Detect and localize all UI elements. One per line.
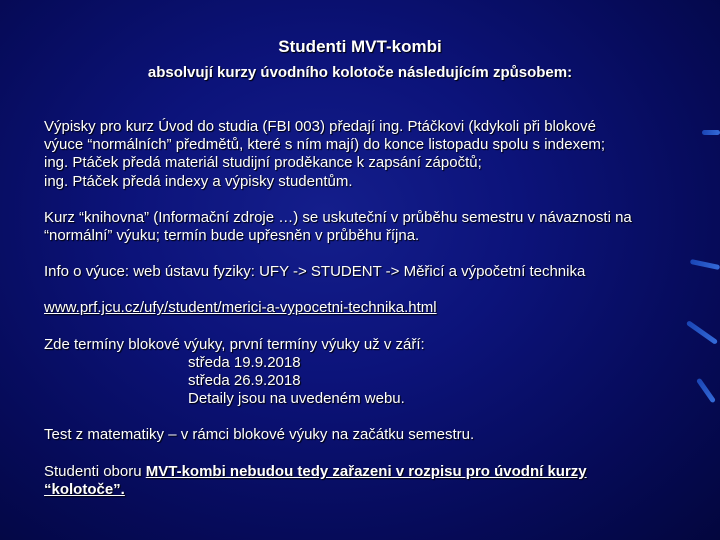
text-line: Zde termíny blokové výuky, první termíny výuky už v září: xyxy=(44,335,425,353)
paragraph-excerpts xyxy=(44,118,684,191)
paragraph-conclusion xyxy=(44,463,684,499)
emphasized-text: “kolotoče”. xyxy=(44,480,125,498)
text-line: výuce “normálních” předmětů, které s ním mají) do konce listopadu spolu s indexem; xyxy=(44,136,606,154)
slide-body xyxy=(44,118,684,517)
text-line: Info o výuce: web ústavu fyziky: UFY -> STUDENT -> Měřicí a výpočetní technika xyxy=(44,263,586,281)
paragraph-info xyxy=(44,263,684,281)
paragraph-link xyxy=(44,299,684,317)
schedule-date: středa 26.9.2018 xyxy=(188,372,301,390)
schedule-date: středa 19.9.2018 xyxy=(188,353,301,371)
web-link[interactable]: www.prf.jcu.cz/ufy/student/merici-a-vypocetni-technika.html xyxy=(44,299,437,317)
text-line: Výpisky pro kurz Úvod do studia (FBI 003) předají ing. Ptáčkovi (kdykoli při blokové xyxy=(44,118,596,135)
paragraph-library-course xyxy=(44,209,684,245)
slide-subtitle: absolvují kurzy úvodního kolotoče následujícím způsobem: xyxy=(147,64,573,81)
text-line: ing. Ptáček předá materiál studijní proděkance k zapsání zápočtů; xyxy=(44,154,482,172)
decorative-stripe xyxy=(702,130,720,135)
paragraph-schedule xyxy=(44,336,684,409)
decorative-stripe xyxy=(696,378,716,404)
text-fragment: Studenti oboru xyxy=(44,462,146,480)
decorative-stripe xyxy=(686,320,718,345)
text-line xyxy=(44,481,684,499)
text-line: “normální” výuku; termín bude upřesněn v průběhu října. xyxy=(44,227,420,245)
text-line xyxy=(44,463,684,481)
slide-title: Studenti MVT-kombi xyxy=(278,37,442,56)
emphasized-text: MVT-kombi nebudou tedy zařazeni v rozpisu pro úvodní kurzy xyxy=(145,462,587,480)
decorative-stripe xyxy=(690,259,720,270)
text-line: Detaily jsou na uvedeném webu. xyxy=(188,390,405,408)
text-line: Test z matematiky – v rámci blokové výuky na začátku semestru. xyxy=(44,426,475,444)
text-line: Kurz “knihovna” (Informační zdroje …) se uskuteční v průběhu semestru v návaznosti na xyxy=(44,208,632,226)
text-line: ing. Ptáček předá indexy a výpisky studentům. xyxy=(44,172,353,190)
paragraph-math-test xyxy=(44,426,684,444)
